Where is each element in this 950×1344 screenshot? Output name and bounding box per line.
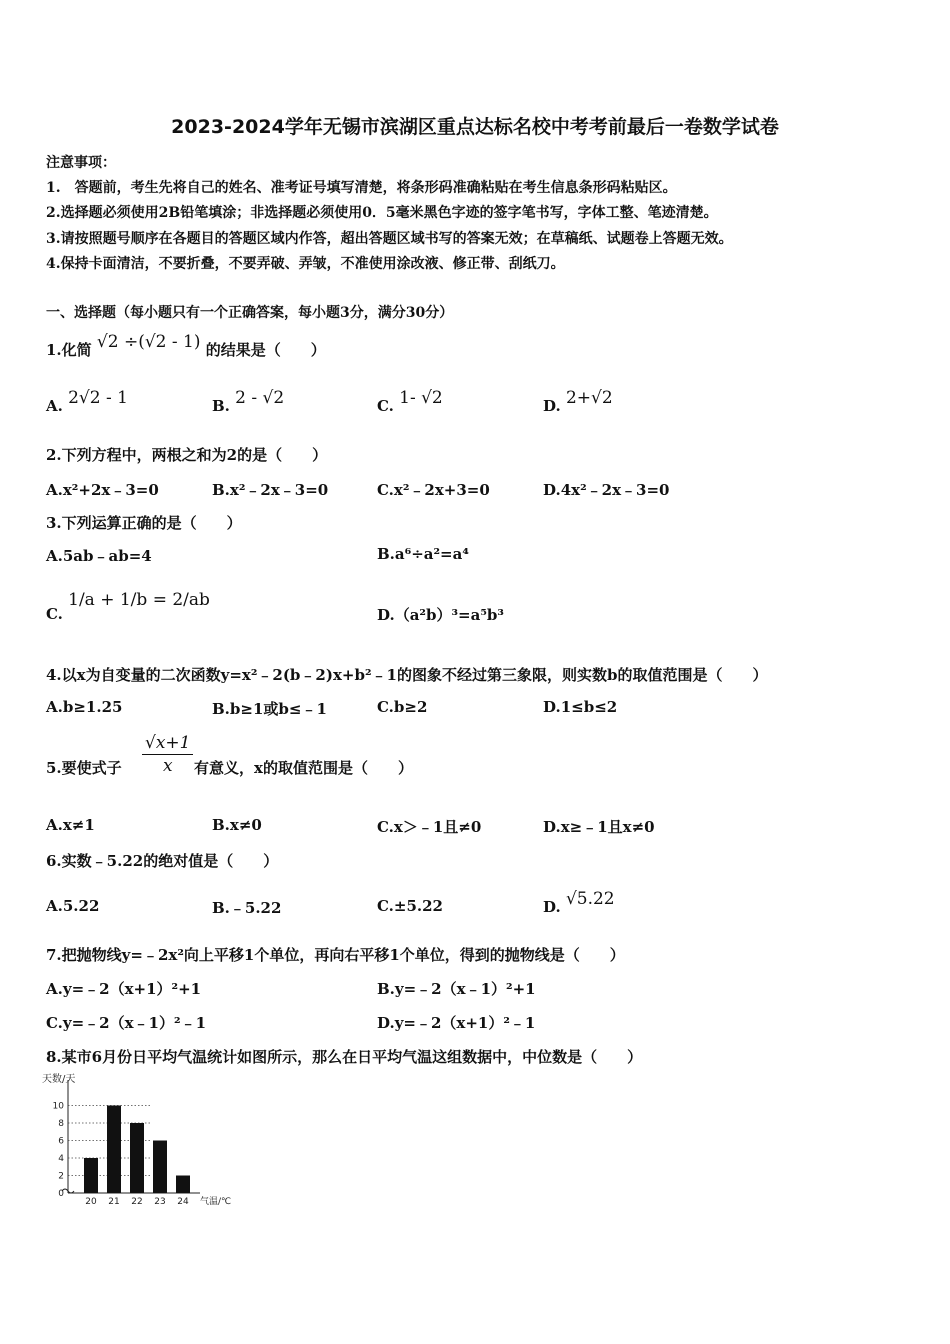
bar <box>176 1176 190 1194</box>
question-5-stem: 5.要使式子 <box>46 759 122 777</box>
q2-option-d: D.4x²﹣2x﹣3=0 <box>543 481 670 499</box>
q3-option-a: A.5ab﹣ab=4 <box>46 547 152 565</box>
q1-prefix: 1.化简 <box>46 341 92 359</box>
x-tick-label: 20 <box>85 1197 97 1207</box>
y-tick-label: 4 <box>58 1154 64 1164</box>
q1-suffix: 的结果是（ ） <box>205 341 326 359</box>
notice-heading: 注意事项： <box>46 155 116 171</box>
q2-option-c: C.x²﹣2x+3=0 <box>377 481 490 499</box>
y-tick-label: 6 <box>58 1136 64 1147</box>
q2-option-b: B.x²﹣2x﹣3=0 <box>212 481 329 499</box>
q6-option-a: A.5.22 <box>46 897 100 915</box>
q5-fraction <box>140 732 195 777</box>
bar <box>153 1141 167 1194</box>
q1-option-a: A. 2√2 - 1 <box>46 388 128 415</box>
q4-option-a: A.b≥1.25 <box>46 698 123 716</box>
temperature-bar-chart <box>40 1068 250 1216</box>
question-1-stem <box>46 332 326 360</box>
y-tick-label: 8 <box>58 1119 64 1129</box>
notice-item: 3.请按照题号顺序在各题目的答题区域内作答，超出答题区域书写的答案无效；在草稿纸、试题卷上答题无效。 <box>46 231 733 247</box>
q4-option-b: B.b≥1或b≤﹣1 <box>212 700 327 718</box>
q3-option-d: D.（a²b）³=a⁵b³ <box>377 606 504 624</box>
question-3-stem: 3.下列运算正确的是（ ） <box>46 514 242 532</box>
q5-suffix: 有意义，x的取值范围是（ ） <box>194 759 413 777</box>
notice-item: 2.选择题必须使用2B铅笔填涂；非选择题必须使用0．5毫米黑色字迹的签字笔书写，字体工整、笔迹清楚。 <box>46 205 718 221</box>
q5-fraction-numerator: √x+1 <box>142 732 193 755</box>
q1-option-c: C. 1- √2 <box>377 388 443 415</box>
q5-option-b: B.x≠0 <box>212 816 262 834</box>
q3-option-c: C. 1/a + 1/b = 2/ab <box>46 590 210 623</box>
q7-option-a: A.y=﹣2（x+1）²+1 <box>46 980 202 998</box>
y-tick-label: 2 <box>58 1171 64 1182</box>
x-tick-label: 22 <box>131 1197 143 1207</box>
x-axis-label: 气温/℃ <box>200 1197 232 1207</box>
bar <box>107 1106 121 1194</box>
q5-option-d: D.x≥﹣1且x≠0 <box>543 818 655 836</box>
y-tick-label: 10 <box>52 1101 64 1112</box>
q4-option-d: D.1≤b≤2 <box>543 698 618 716</box>
y-axis-label: 天数/天 <box>42 1074 76 1085</box>
q2-option-a: A.x²+2x﹣3=0 <box>46 481 159 499</box>
bar <box>130 1123 144 1193</box>
q7-option-b: B.y=﹣2（x﹣1）²+1 <box>377 980 536 998</box>
bar <box>84 1158 98 1193</box>
q5-option-a: A.x≠1 <box>46 816 95 834</box>
notice-item: 4.保持卡面清洁，不要折叠，不要弄破、弄皱，不准使用涂改液、修正带、刮纸刀。 <box>46 256 565 272</box>
q3-option-b: B.a⁶÷a²=a⁴ <box>377 545 469 563</box>
q3-c-expression: 1/a + 1/b = 2/ab <box>68 590 210 610</box>
q5-fraction-denominator: x <box>162 756 173 776</box>
q5-option-c: C.x＞﹣1且≠0 <box>377 818 482 836</box>
page-title: 2023-2024学年无锡市滨湖区重点达标名校中考考前最后一卷数学试卷 <box>171 116 779 138</box>
section-heading: 一、选择题（每小题只有一个正确答案，每小题3分，满分30分） <box>46 305 454 321</box>
y-tick-label: 0 <box>58 1189 64 1199</box>
q6-option-b: B.﹣5.22 <box>212 899 282 917</box>
question-8-stem: 8.某市6月份日平均气温统计如图所示，那么在日平均气温这组数据中，中位数是（ ） <box>46 1048 643 1066</box>
x-tick-label: 21 <box>108 1197 120 1207</box>
q7-option-c: C.y=﹣2（x﹣1）²﹣1 <box>46 1014 207 1032</box>
notice-item: 1. 答题前，考生先将自己的姓名、准考证号填写清楚，将条形码准确粘贴在考生信息条形码粘贴区。 <box>46 180 677 196</box>
x-tick-label: 23 <box>154 1197 166 1207</box>
q7-option-d: D.y=﹣2（x+1）²﹣1 <box>377 1014 536 1032</box>
question-6-stem: 6.实数﹣5.22的绝对值是（ ） <box>46 852 279 870</box>
q1-option-b: B. 2 - √2 <box>212 388 285 415</box>
question-2-stem: 2.下列方程中，两根之和为2的是（ ） <box>46 446 328 464</box>
x-tick-label: 24 <box>177 1197 189 1207</box>
question-4-stem: 4.以x为自变量的二次函数y=x²﹣2(b﹣2)x+b²﹣1的图象不经过第三象限，则实数b的取值范围是（ ） <box>46 666 768 684</box>
q1-option-d: D. 2+√2 <box>543 388 613 415</box>
question-7-stem: 7.把抛物线y=﹣2x²向上平移1个单位，再向右平移1个单位，得到的抛物线是（ ） <box>46 946 625 964</box>
q4-option-c: C.b≥2 <box>377 698 428 716</box>
q6-option-d: D. √5.22 <box>543 889 615 916</box>
q1-expression: √2 ÷(√2 - 1) <box>96 332 201 352</box>
q6-option-c: C.±5.22 <box>377 897 443 915</box>
